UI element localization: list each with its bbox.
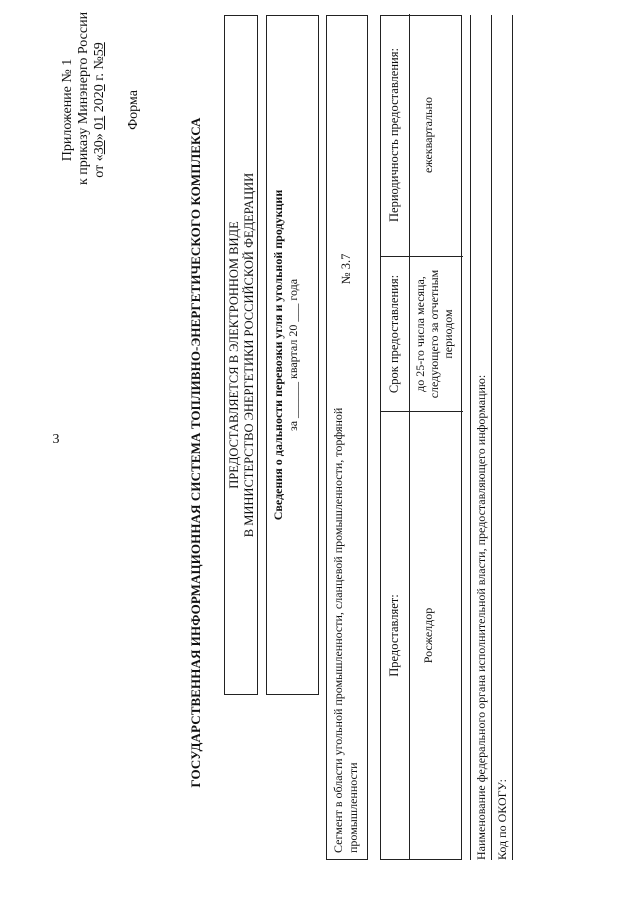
- segment-row: [326, 15, 368, 860]
- annex-date-mid3: г. №: [92, 56, 107, 85]
- provided-box: [224, 15, 258, 695]
- report-period-line: за ______ квартал 20 ___ года: [286, 278, 300, 432]
- annex-date-prefix: от «: [92, 154, 107, 178]
- info-cell-deadline: [381, 256, 463, 411]
- info-header-periodicity: Периодичность предоставления:: [387, 48, 401, 222]
- report-title: Сведения о дальности перевозки угля и угольной продукции: [271, 189, 285, 521]
- annex-line-1: Приложение № 1: [60, 58, 75, 162]
- info-table-divider: [409, 14, 410, 859]
- main-title: ГОСУДАРСТВЕННАЯ ИНФОРМАЦИОННАЯ СИСТЕМА ТОПЛИВНО-ЭНЕРГЕТИЧЕСКОГО КОМПЛЕКСА: [188, 117, 203, 788]
- info-value-provider: Росжелдор: [421, 607, 435, 664]
- provided-line-2: В МИНИСТЕРСТВО ЭНЕРГЕТИКИ РОССИЙСКОЙ ФЕДЕРАЦИИ: [242, 172, 256, 538]
- provided-line-1: ПРЕДОСТАВЛЯЕТСЯ В ЭЛЕКТРОННОМ ВИДЕ: [227, 221, 241, 489]
- info-cell-provider: [381, 411, 463, 859]
- annex-date-day: 30: [92, 140, 107, 155]
- annex-line-2: к приказу Минэнерго России: [76, 11, 91, 185]
- annex-date-mid1: »: [92, 129, 107, 141]
- segment-text: Сегмент в области угольной промышленности, сланцевой промышленности, торфяной промышленности: [331, 407, 360, 853]
- annex-date-year-suffix: 0: [92, 84, 107, 92]
- annex-order-number: 59: [92, 42, 107, 57]
- segment-number: № 3.7: [339, 253, 353, 285]
- info-value-periodicity: ежеквартально: [421, 97, 435, 173]
- okogu-line: [491, 15, 513, 860]
- bottom-fields: [470, 15, 512, 860]
- annex-date-mid2: 202: [92, 91, 107, 116]
- annex-date-line: [92, 35, 108, 185]
- okogu-label: Код по ОКОГУ:: [495, 779, 509, 860]
- info-value-deadline: до 25-го числа месяца, следующего за отчетным периодом: [413, 269, 455, 399]
- info-header-provider: Предоставляет:: [387, 594, 401, 677]
- bottom-rule: [512, 15, 513, 860]
- info-cell-periodicity: [381, 14, 463, 256]
- info-header-deadline: Срок предоставления:: [387, 274, 401, 394]
- report-box: [266, 15, 319, 695]
- page-number: 3: [52, 432, 60, 447]
- annex-date-month: 01: [92, 115, 107, 130]
- annex-block: [60, 11, 108, 185]
- org-name-line: [470, 15, 492, 860]
- org-name-label: Наименование федерального органа исполнительной власти, предоставляющего информацию:: [474, 374, 488, 860]
- form-label: Форма: [126, 90, 141, 130]
- info-table: [380, 15, 462, 860]
